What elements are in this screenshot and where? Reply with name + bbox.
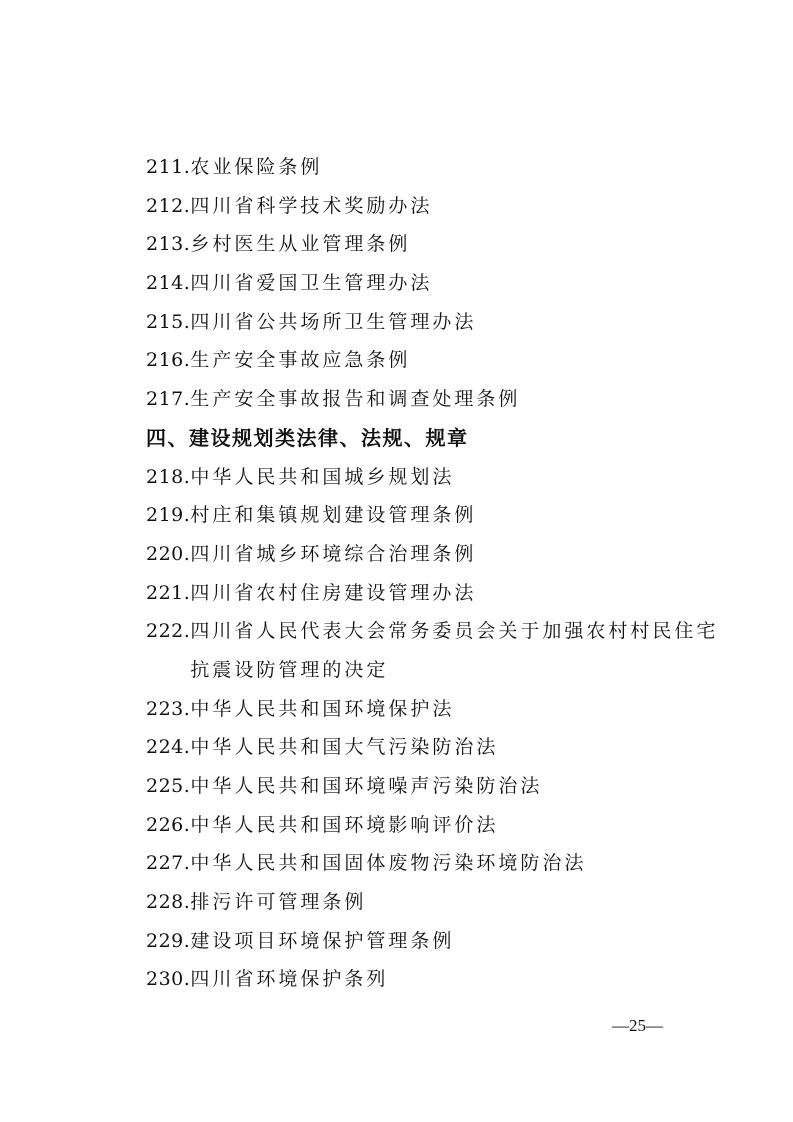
item-title: 四川省爱国卫生管理办法 bbox=[190, 272, 433, 295]
item-number: 217. bbox=[146, 388, 191, 411]
item-number: 223. bbox=[146, 697, 191, 720]
item-number: 224. bbox=[146, 736, 191, 759]
item-title: 乡村医生从业管理条例 bbox=[190, 233, 411, 256]
item-title: 生产安全事故报告和调查处理条例 bbox=[190, 388, 521, 411]
item-number: 221. bbox=[146, 581, 191, 604]
list-item bbox=[146, 380, 726, 419]
list-item bbox=[146, 264, 726, 303]
item-title: 中华人民共和国固体废物污染环境防治法 bbox=[190, 852, 587, 875]
item-title: 中华人民共和国城乡规划法 bbox=[190, 465, 455, 488]
item-number: 229. bbox=[146, 929, 191, 952]
item-number: 212. bbox=[146, 194, 191, 217]
item-title: 建设项目环境保护管理条例 bbox=[190, 929, 455, 952]
list-item bbox=[146, 303, 726, 342]
item-title: 排污许可管理条例 bbox=[190, 891, 367, 914]
page-number: —25— bbox=[612, 1016, 663, 1035]
list-item bbox=[146, 187, 726, 226]
item-number: 220. bbox=[146, 542, 191, 565]
list-item bbox=[146, 960, 726, 999]
item-number: 216. bbox=[146, 349, 191, 372]
item-title: 中华人民共和国环境噪声污染防治法 bbox=[190, 775, 543, 798]
list-item bbox=[146, 535, 726, 574]
item-number: 211. bbox=[146, 156, 191, 178]
item-number: 213. bbox=[146, 233, 191, 256]
list-item bbox=[146, 690, 726, 729]
item-title: 中华人民共和国环境影响评价法 bbox=[190, 813, 499, 836]
list-item bbox=[146, 844, 726, 883]
list-item bbox=[146, 922, 726, 961]
item-title: 四川省人民代表大会常务委员会关于加强农村村民住宅抗震设防管理的决定 bbox=[190, 620, 719, 681]
item-number: 218. bbox=[146, 465, 191, 488]
regulation-list bbox=[146, 148, 726, 999]
item-title: 四川省城乡环境综合治理条例 bbox=[190, 542, 477, 565]
list-item bbox=[146, 148, 726, 187]
item-title: 中华人民共和国环境保护法 bbox=[190, 697, 455, 720]
list-item bbox=[146, 225, 726, 264]
item-title: 村庄和集镇规划建设管理条例 bbox=[190, 504, 477, 527]
list-item bbox=[146, 341, 726, 380]
item-title: 四川省农村住房建设管理办法 bbox=[190, 581, 477, 604]
item-title: 四川省环境保护条列 bbox=[190, 968, 389, 991]
list-item bbox=[146, 574, 726, 613]
list-item bbox=[146, 496, 726, 535]
list-item bbox=[146, 612, 726, 689]
item-title: 生产安全事故应急条例 bbox=[190, 349, 411, 372]
section-heading: 四、建设规划类法律、法规、规章 bbox=[146, 425, 469, 450]
item-number: 225. bbox=[146, 775, 191, 798]
list-item bbox=[146, 728, 726, 767]
item-number: 219. bbox=[146, 504, 191, 527]
item-number: 214. bbox=[146, 272, 191, 295]
item-title: 四川省科学技术奖励办法 bbox=[190, 194, 433, 217]
item-number: 227. bbox=[146, 852, 191, 875]
list-item bbox=[146, 883, 726, 922]
item-title: 四川省公共场所卫生管理办法 bbox=[190, 310, 477, 333]
item-number: 230. bbox=[146, 968, 191, 991]
list-item bbox=[146, 458, 726, 497]
item-number: 215. bbox=[146, 310, 191, 333]
item-title: 中华人民共和国大气污染防治法 bbox=[190, 736, 499, 759]
item-number: 228. bbox=[146, 891, 191, 914]
item-number: 222. bbox=[146, 620, 191, 643]
item-title: 农业保险条例 bbox=[190, 156, 323, 178]
list-item bbox=[146, 806, 726, 845]
item-number: 226. bbox=[146, 813, 191, 836]
list-item bbox=[146, 767, 726, 806]
